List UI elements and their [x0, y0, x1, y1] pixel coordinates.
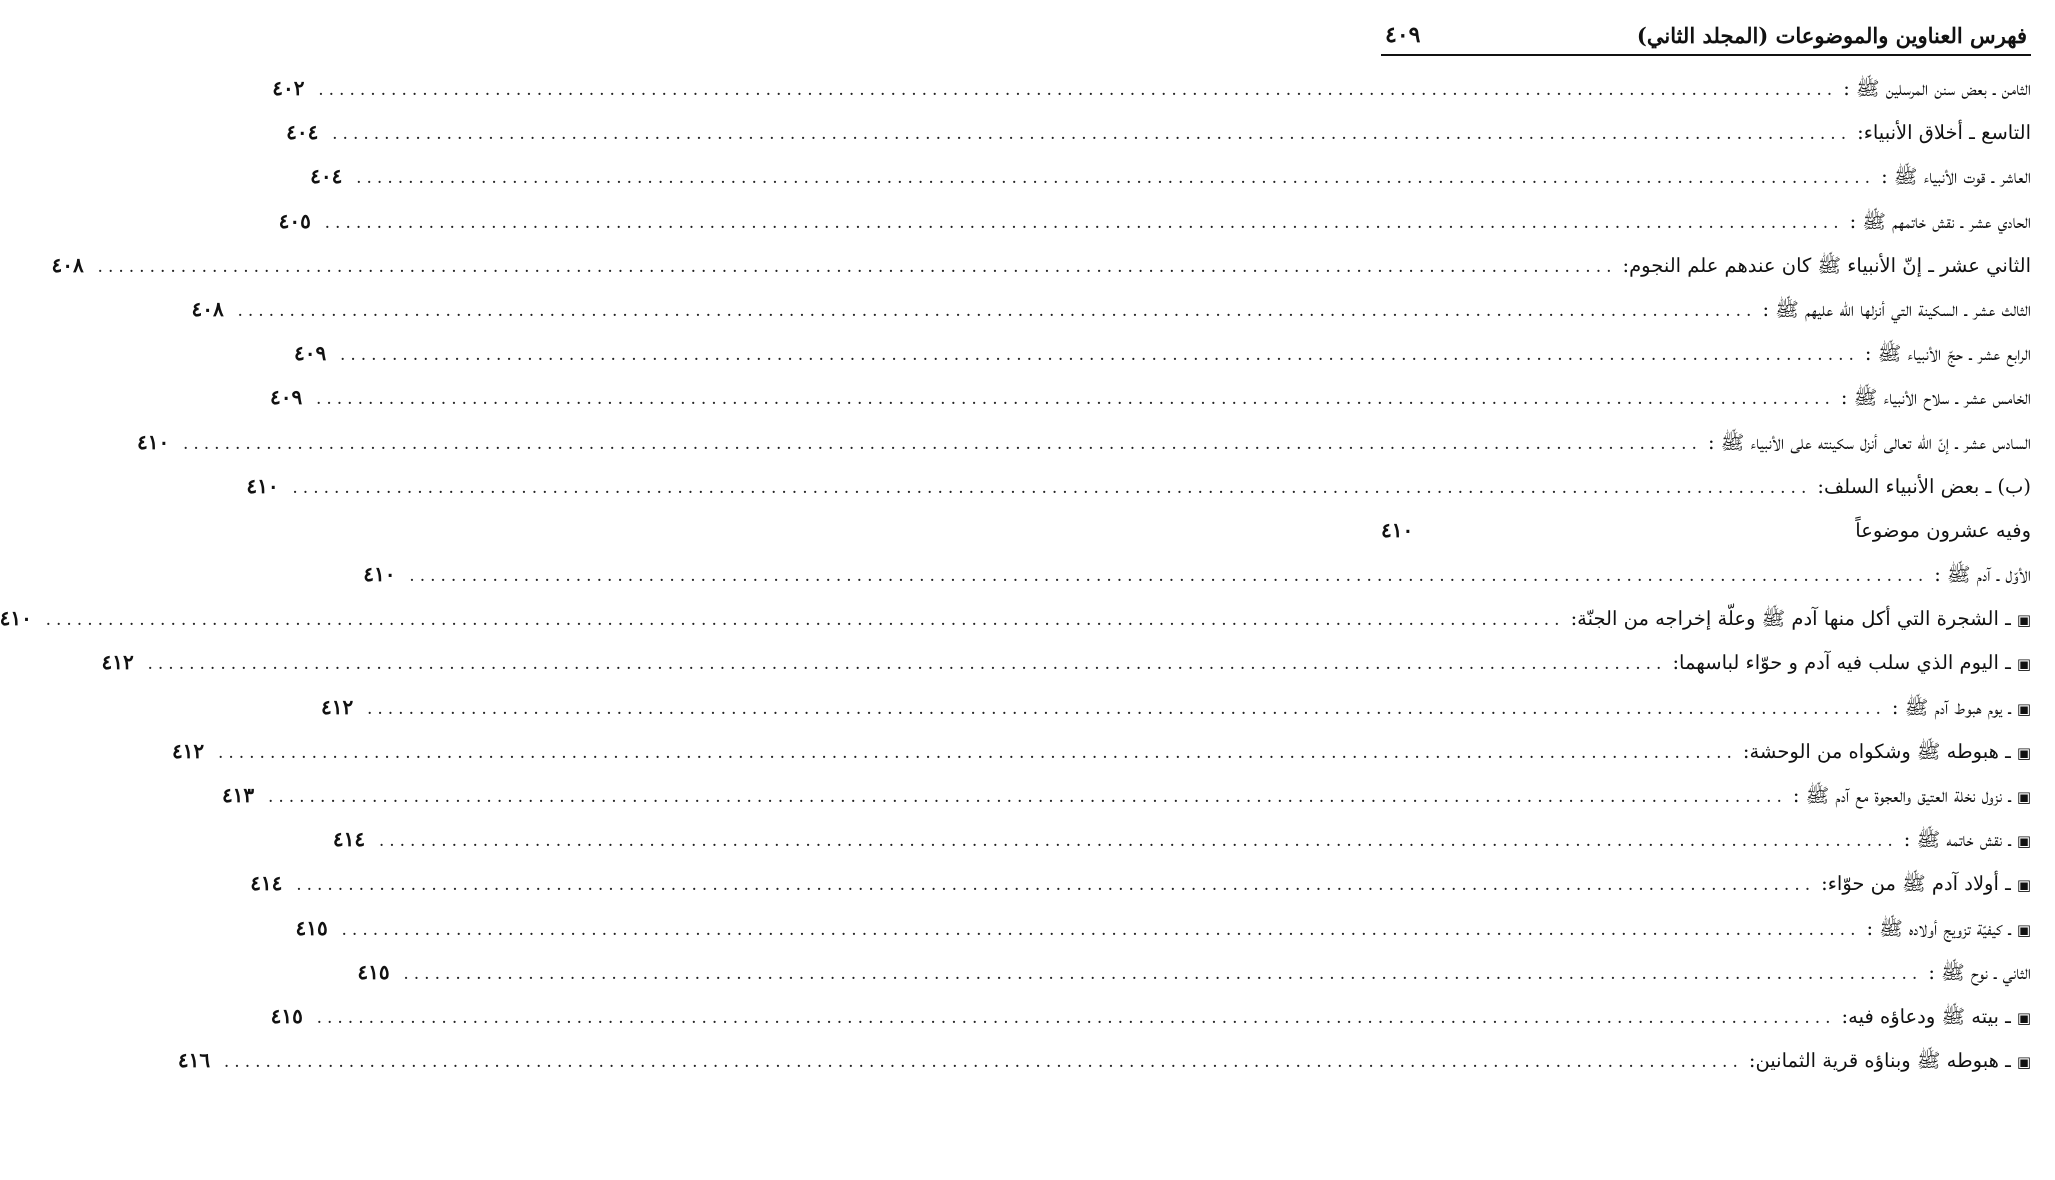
dot-leader: [148, 642, 1667, 686]
toc-entry-title: ـ يوم هبوط آدم ﷺ :: [1891, 695, 2011, 719]
toc-entry: [177, 1038, 2031, 1082]
toc-entry: [221, 773, 2031, 817]
dot-leader: [46, 598, 1565, 642]
toc-entry-page: ٤٠٩: [269, 385, 303, 410]
toc-entry-title: العاشر ـ قوت الأنبياء ﷺ :: [1881, 165, 2031, 189]
dot-leader: [237, 289, 1756, 333]
toc-entry-title: ـ نقش خاتمه ﷺ :: [1903, 828, 2011, 852]
toc-entry-title: ـ هبوطه ﷺ وشكواه من الوحشة:: [1742, 739, 2011, 763]
toc-entry-page: ٤١٢: [320, 694, 354, 719]
dot-leader: [409, 554, 1928, 598]
toc-entry-page: ٤٠٩: [293, 341, 327, 366]
dot-leader: [218, 731, 1737, 775]
square-marker-icon: ▣: [2016, 876, 2031, 895]
toc-entry-page: ٤١٤: [332, 827, 366, 852]
toc-entry-title: الخامس عشر ـ سلاح الأنبياء ﷺ :: [1840, 386, 2031, 410]
toc-entry-page: ٤١٠: [136, 429, 170, 454]
toc-entry-title: الثالث عشر ـ السكينة التي أنزلها الله عليهم ﷺ :: [1762, 297, 2031, 321]
toc-entry-title: ـ الشجرة التي أكل منها آدم ﷺ وعلّة إخراجه من الجنّة:: [1570, 607, 2011, 631]
toc-entry: [272, 66, 2031, 110]
square-marker-icon: ▣: [2016, 832, 2031, 851]
toc-entry: [51, 243, 2031, 287]
toc-entry: [136, 420, 2031, 464]
toc-list: [0, 66, 2031, 1082]
toc-entry-title: ـ كيفيّة تزويج أولاده ﷺ :: [1866, 916, 2011, 940]
toc-entry: [246, 464, 2031, 508]
running-header: [1381, 22, 2031, 56]
toc-entry-page: ٤١٢: [171, 738, 205, 763]
toc-entry-title: (ب) ـ بعض الأنبياء السلف:: [1817, 474, 2031, 498]
toc-entry-page: ٤١٠: [0, 606, 32, 631]
toc-entry: [278, 199, 2031, 243]
dot-leader: [403, 952, 1922, 996]
dot-leader: [318, 68, 1837, 112]
toc-entry-page: ٤١٢: [101, 650, 134, 675]
toc-entry-title: الثاني عشر ـ إنّ الأنبياء ﷺ كان عندهم علم النجوم:: [1622, 253, 2031, 277]
dot-leader: [224, 1040, 1743, 1084]
toc-entry: [310, 154, 2031, 198]
toc-entry-page: ٤١٥: [295, 915, 328, 940]
dot-leader: [367, 687, 1886, 731]
dot-leader: [183, 422, 1702, 466]
toc-entry-page: ٤٠٢: [272, 76, 305, 100]
toc-entry-page: ٤٠٨: [51, 252, 84, 277]
toc-entry-title: الأوّل ـ آدم ﷺ :: [1934, 563, 2031, 587]
toc-entry-title: ـ اليوم الذي سلب فيه آدم و حوّاء لباسهما:: [1672, 651, 2011, 675]
toc-entry: [286, 110, 2031, 154]
toc-entry: [320, 685, 2031, 729]
toc-entry: [293, 331, 2031, 375]
dot-leader: [268, 775, 1787, 819]
dot-leader: [332, 112, 1851, 156]
toc-entry: [0, 596, 2031, 640]
toc-entry-page: ٤١٤: [250, 871, 283, 896]
dot-leader: [379, 819, 1898, 863]
dot-leader: [342, 908, 1861, 952]
toc-entry-title: ـ هبوطه ﷺ وبناؤه قرية الثمانين:: [1748, 1049, 2011, 1073]
square-marker-icon: ▣: [2016, 1008, 2031, 1027]
toc-entry: [191, 287, 2031, 331]
square-marker-icon: ▣: [2016, 1053, 2031, 1072]
toc-entry-page: ٤٠٤: [310, 164, 343, 189]
dot-leader: [340, 333, 1859, 377]
toc-entry-page: ٤١٠: [246, 473, 279, 498]
square-marker-icon: ▣: [2016, 655, 2031, 674]
toc-entry: [269, 375, 2031, 419]
toc-entry-page: ٤٠٨: [191, 296, 224, 321]
toc-entry-title: التاسع ـ أخلاق الأنبياء:: [1857, 121, 2031, 145]
toc-entry-page: ٤١٥: [357, 959, 390, 984]
toc-entry: [171, 729, 2031, 773]
square-marker-icon: ▣: [2016, 920, 2031, 939]
toc-entry: [363, 552, 2031, 596]
toc-entry: [295, 906, 2031, 950]
toc-entry: [332, 817, 2031, 861]
page-number: ٤٠٩: [1385, 22, 1421, 48]
dot-leader: [296, 863, 1815, 907]
toc-entry-page: ٤٠٥: [278, 208, 311, 233]
toc-entry-title: وفيه عشرون موضوعاً: [1855, 518, 2031, 542]
toc-entry-page: ٤٠٤: [286, 120, 319, 145]
toc-entry-title: ـ أولاد آدم ﷺ من حوّاء:: [1821, 872, 2011, 896]
toc-entry: [1381, 508, 2031, 552]
toc-entry-page: ٤١٣: [221, 783, 255, 807]
toc-entry-page: ٤١٦: [177, 1048, 211, 1073]
dot-leader: [316, 377, 1835, 421]
toc-entry-page: ٤١٥: [270, 1003, 303, 1028]
toc-entry-title: الرابع عشر ـ حجّ الأنبياء ﷺ :: [1864, 342, 2031, 366]
toc-entry-title: الحادي عشر ـ نقش خاتمهم ﷺ :: [1849, 209, 2031, 233]
toc-entry-title: الثامن ـ بعض سنن المرسلين ﷺ :: [1843, 77, 2031, 100]
toc-entry: [101, 640, 2031, 684]
toc-entry-title: ـ بيته ﷺ ودعاؤه فيه:: [1841, 1004, 2011, 1028]
dot-leader: [317, 996, 1836, 1040]
dot-leader: [325, 201, 1844, 245]
toc-entry-page: ٤١٠: [363, 562, 396, 587]
square-marker-icon: ▣: [2016, 699, 2031, 718]
square-marker-icon: ▣: [2016, 743, 2031, 762]
toc-entry-title: الثاني ـ نوح ﷺ :: [1928, 960, 2031, 984]
toc-entry-page: ٤١٠: [1381, 517, 1414, 542]
toc-entry-title: ـ نزول نخلة العتيق والعجوة مع آدم ﷺ :: [1792, 784, 2011, 807]
square-marker-icon: ▣: [2016, 788, 2031, 806]
toc-entry: [250, 861, 2031, 905]
toc-entry: [270, 994, 2031, 1038]
dot-leader: [292, 466, 1811, 510]
running-title: فهرس العناوين والموضوعات (المجلد الثاني): [1636, 23, 2027, 48]
toc-entry: [357, 950, 2031, 994]
square-marker-icon: ▣: [2016, 611, 2031, 630]
dot-leader: [356, 156, 1875, 200]
dot-leader: [98, 245, 1617, 289]
toc-entry-title: السادس عشر ـ إنّ الله تعالى أنزل سكينته على الأنبياء ﷺ :: [1707, 430, 2031, 454]
